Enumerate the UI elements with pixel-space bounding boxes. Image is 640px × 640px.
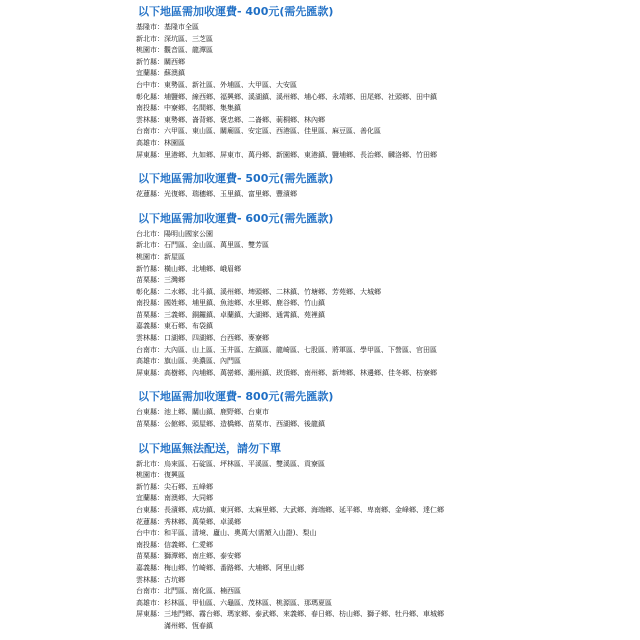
region-row: 苗栗縣：三義鄉、銅鑼鎮、卓蘭鎮、大湖鄉、通霄鎮、苑裡鎮	[136, 310, 325, 319]
region-row: 苗栗縣：獅潭鄉、南庄鄉、泰安鄉	[136, 552, 241, 561]
region-row: 滿州鄉、恆春鎮	[136, 621, 213, 630]
region-row: 台中市：和平區、清境、廬山、奧萬大(需額入山證)、梨山	[136, 529, 317, 538]
region-row: 新北市：烏來區、石碇區、坪林區、平溪區、雙溪區、貢寮區	[136, 459, 325, 468]
region-row: 高雄市：旗山區、美濃區、內門區	[136, 357, 241, 366]
region-row: 新竹縣：橫山鄉、北埔鄉、峨眉鄉	[136, 264, 241, 273]
region-row: 屏東縣：里港鄉、九如鄉、屏東市、萬丹鄉、新園鄉、東港鎮、鹽埔鄉、長治鄉、麟洛鄉、竹田鄉	[136, 150, 437, 159]
region-row: 雲林縣：東勢鄉、崙背鄉、褒忠鄉、二崙鄉、莿桐鄉、林內鄉	[136, 115, 325, 124]
region-row: 高雄市：林園區	[136, 138, 185, 147]
section-spacer	[136, 161, 636, 171]
shipping-notice	[136, 4, 636, 633]
region-row: 新北市：深坑區、三芝區	[136, 34, 213, 43]
region-row: 南投縣：國姓鄉、埔里鎮、魚池鄉、水里鄉、鹿谷鄉、竹山鎮	[136, 299, 325, 308]
region-row: 彰化縣：二水鄉、北斗鎮、溪州鄉、埤頭鄉、二林鎮、竹塘鄉、芳苑鄉、大城鄉	[136, 287, 381, 296]
region-row: 彰化縣：埔鹽鄉、線西鄉、福興鄉、溪湖鎮、溪州鄉、埔心鄉、永靖鄉、田尾鄉、社頭鄉、田中鎮	[136, 92, 437, 101]
region-row: 嘉義縣：梅山鄉、竹崎鄉、番路鄉、大埔鄉、阿里山鄉	[136, 563, 304, 572]
region-row: 屏東縣：三地門鄉、霧台鄉、瑪家鄉、泰武鄉、來義鄉、春日鄉、枋山鄉、獅子鄉、牡丹鄉、車城鄉	[136, 610, 444, 619]
section-spacer	[136, 379, 636, 389]
region-row: 屏東縣：高樹鄉、內埔鄉、萬巒鄉、潮州鎮、崁頂鄉、南州鄉、新埤鄉、林邊鄉、佳冬鄉、枋寮鄉	[136, 368, 437, 377]
region-row: 南投縣：信義鄉、仁愛鄉	[136, 540, 213, 549]
section-heading: 以下地區需加收運費- 800元(需先匯款)	[138, 390, 334, 404]
region-row: 新北市：石門區、金山區、萬里區、雙芳區	[136, 241, 269, 250]
region-row: 苗栗縣：公館鄉、頭屋鄉、造橋鄉、苗栗市、西湖鄉、後龍鎮	[136, 420, 325, 429]
region-row: 南投縣：中寮鄉、名間鄉、集集鎮	[136, 104, 241, 113]
region-row: 台南市：北門區、南化區、楠西區	[136, 587, 241, 596]
region-row: 桃園市：復興區	[136, 471, 185, 480]
region-row: 台東縣：池上鄉、關山鎮、鹿野鄉、台東市	[136, 408, 269, 417]
region-row: 桃園市：新屋區	[136, 252, 185, 261]
region-row: 台中市：東勢區、新社區、外埔區、大甲區、大安區	[136, 80, 297, 89]
section-spacer	[136, 201, 636, 211]
region-row: 台東縣：長濱鄉、成功鎮、東河鄉、太麻里鄉、大武鄉、海端鄉、延平鄉、卑南鄉、金峰鄉、達仁鄉	[136, 506, 444, 514]
region-row: 台北市：陽明山國家公園	[136, 229, 213, 238]
region-row: 台南市：大內區、山上區、玉井區、左鎮區、龍崎區、七股區、將軍區、學甲區、下營區、官田區	[136, 345, 437, 354]
region-row: 新竹縣：關西鄉	[136, 57, 185, 66]
region-row: 花蓮縣：秀林鄉、萬榮鄉、卓溪鄉	[136, 517, 241, 526]
region-row: 宜蘭縣：南澳鄉、大同鄉	[136, 494, 213, 503]
fee-section	[136, 171, 636, 201]
fee-section	[136, 389, 636, 430]
fee-section	[136, 441, 636, 633]
region-row: 苗栗縣：三灣鄉	[136, 276, 185, 285]
region-row: 台南市：六甲區、東山區、關廟區、安定區、西港區、佳里區、麻豆區、善化區	[136, 127, 381, 136]
region-row: 雲林縣：口湖鄉、四湖鄉、台西鄉、麥寮鄉	[136, 334, 269, 343]
region-row: 嘉義縣：東石鄉、布袋鎮	[136, 322, 213, 331]
section-spacer	[136, 431, 636, 441]
section-heading: 以下地區需加收運費- 400元(需先匯款)	[138, 5, 334, 18]
region-row: 新竹縣：尖石鄉、五峰鄉	[136, 482, 213, 491]
region-row: 花蓮縣：光復鄉、瑞穗鄉、玉里鎮、富里鄉、豐濱鄉	[136, 190, 297, 199]
fee-section	[136, 211, 636, 380]
section-heading: 以下地區需加收運費- 600元(需先匯款)	[138, 211, 334, 225]
section-heading: 以下地區無法配送，請勿下單	[138, 441, 281, 455]
fee-section	[136, 4, 636, 161]
section-heading: 以下地區需加收運費- 500元(需先匯款)	[138, 172, 334, 186]
region-row: 宜蘭縣：蘇澳鎮	[136, 69, 185, 78]
region-row: 雲林縣：古坑鄉	[136, 575, 185, 584]
region-row: 桃園市：觀音區、龍潭區	[136, 46, 213, 55]
region-row: 高雄市：杉林區、甲仙區、六龜區、茂林區、桃源區、那瑪夏區	[136, 598, 332, 607]
region-row: 基隆市：基隆市全區	[136, 23, 199, 31]
